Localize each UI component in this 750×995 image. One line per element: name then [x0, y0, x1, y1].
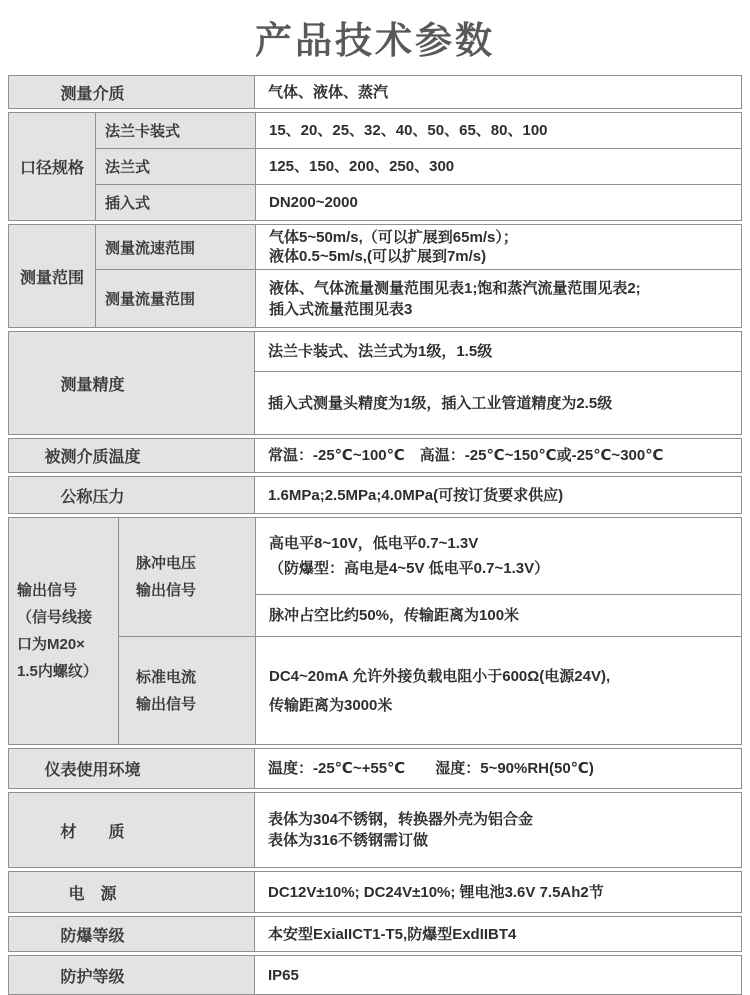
standard-current-line2: 传输距离为3000米	[269, 696, 393, 714]
diameter-spec-label: 口径规格	[9, 113, 96, 220]
output-signal-label-line4: 1.5内螺纹）	[17, 663, 98, 680]
measured-medium-label: 测量介质	[9, 76, 255, 108]
pulse-level-line2: （防爆型：高电是4~5V 低电平0.7~1.3V）	[269, 560, 550, 577]
measured-medium-value: 气体、液体、蒸汽	[255, 76, 741, 108]
accuracy-insertion-value: 插入式测量头精度为1级，插入工业管道精度为2.5级	[255, 372, 741, 434]
diameter-spec-rows	[96, 113, 741, 220]
diameter-flange-label: 法兰式	[96, 149, 256, 184]
material-label: 材 质	[9, 793, 255, 867]
medium-temperature-label: 被测介质温度	[9, 439, 255, 472]
output-signal-label	[9, 518, 119, 744]
pulse-voltage-block	[119, 518, 741, 637]
row-measured-medium	[8, 75, 742, 109]
velocity-range-line2: 液体0.5~5m/s,(可以扩展到7m/s)	[269, 248, 487, 265]
material-line1: 表体为304不锈钢，转换器外壳为铝合金	[268, 811, 534, 828]
flow-range-line1: 液体、气体流量测量范围见表1;饱和蒸汽流量范围见表2;	[269, 279, 641, 297]
standard-current-label-line1: 标准电流	[136, 668, 197, 686]
diameter-flange-clamp-value: 15、20、25、32、40、50、65、80、100	[256, 113, 741, 148]
pulse-voltage-values	[256, 518, 741, 636]
table-row	[96, 269, 741, 327]
table-row	[96, 184, 741, 220]
diameter-flange-clamp-label: 法兰卡装式	[96, 113, 256, 148]
standard-current-label-line2: 输出信号	[136, 695, 197, 713]
measure-range-label: 测量范围	[9, 225, 96, 327]
table-row	[255, 332, 741, 371]
protection-grade-label: 防护等级	[9, 956, 255, 994]
pulse-level-line1: 高电平8~10V，低电平0.7~1.3V	[269, 535, 479, 552]
material-line2: 表体为316不锈钢需订做	[268, 832, 429, 849]
accuracy-label: 测量精度	[9, 332, 255, 434]
pulse-voltage-label	[119, 518, 256, 636]
diameter-insertion-value: DN200~2000	[256, 185, 741, 220]
pulse-level-value	[256, 518, 741, 595]
material-value	[255, 793, 741, 867]
pulse-voltage-label-line2: 输出信号	[136, 582, 197, 599]
section-measure-range	[8, 224, 742, 328]
operating-environment-label: 仪表使用环境	[9, 749, 255, 788]
measure-range-rows	[96, 225, 741, 327]
medium-temperature-value: 常温：-25℃~100℃ 高温：-25℃~150℃或-25℃~300℃	[255, 439, 741, 472]
spec-table	[8, 75, 742, 995]
row-power-supply	[8, 871, 742, 913]
output-signal-label-line3: 口为M20×	[17, 636, 85, 653]
velocity-range-value	[256, 225, 741, 269]
standard-current-value	[256, 637, 741, 744]
nominal-pressure-label: 公称压力	[9, 477, 255, 513]
accuracy-flange-value: 法兰卡装式、法兰式为1级，1.5级	[255, 332, 741, 371]
flow-range-line2: 插入式流量范围见表3	[269, 300, 413, 318]
table-row	[96, 148, 741, 184]
explosion-proof-grade-value: 本安型ExiaIICT1-T5,防爆型ExdIIBT4	[255, 917, 741, 951]
flow-range-label: 测量流量范围	[96, 270, 256, 327]
standard-current-line1: DC4~20mA 允许外接负载电阻小于600Ω(电源24V),	[269, 667, 611, 685]
row-operating-environment	[8, 748, 742, 789]
operating-environment-value: 温度：-25℃~+55℃ 湿度：5~90%RH(50℃)	[255, 749, 741, 788]
standard-current-label	[119, 637, 256, 744]
row-material	[8, 792, 742, 868]
power-supply-label: 电 源	[9, 872, 255, 912]
velocity-range-line1: 气体5~50m/s,（可以扩展到65m/s）；	[269, 229, 518, 246]
velocity-range-label: 测量流速范围	[96, 225, 256, 269]
diameter-insertion-label: 插入式	[96, 185, 256, 220]
pulse-duty-value: 脉冲占空比约50%，传输距离为100米	[256, 595, 741, 636]
nominal-pressure-value: 1.6MPa;2.5MPa;4.0MPa(可按订货要求供应)	[255, 477, 741, 513]
row-protection-grade	[8, 955, 742, 995]
table-row	[255, 371, 741, 434]
section-diameter-spec	[8, 112, 742, 221]
table-row	[96, 113, 741, 148]
pulse-voltage-label-line1: 脉冲电压	[136, 555, 197, 572]
output-signal-label-line1: 输出信号	[17, 582, 78, 599]
table-row	[96, 225, 741, 269]
power-supply-value: DC12V±10%; DC24V±10%; 锂电池3.6V 7.5Ah2节	[255, 872, 741, 912]
protection-grade-value: IP65	[255, 956, 741, 994]
row-nominal-pressure	[8, 476, 742, 514]
accuracy-rows	[255, 332, 741, 434]
diameter-flange-value: 125、150、200、250、300	[256, 149, 741, 184]
standard-current-block	[119, 637, 741, 744]
section-accuracy	[8, 331, 742, 435]
row-medium-temperature	[8, 438, 742, 473]
explosion-proof-grade-label: 防爆等级	[9, 917, 255, 951]
section-output-signal	[8, 517, 742, 745]
page-title: 产品技术参数	[255, 20, 495, 61]
output-signal-body	[119, 518, 741, 744]
flow-range-value	[256, 270, 741, 327]
output-signal-label-line2: （信号线接	[17, 609, 93, 626]
row-explosion-proof-grade	[8, 916, 742, 952]
